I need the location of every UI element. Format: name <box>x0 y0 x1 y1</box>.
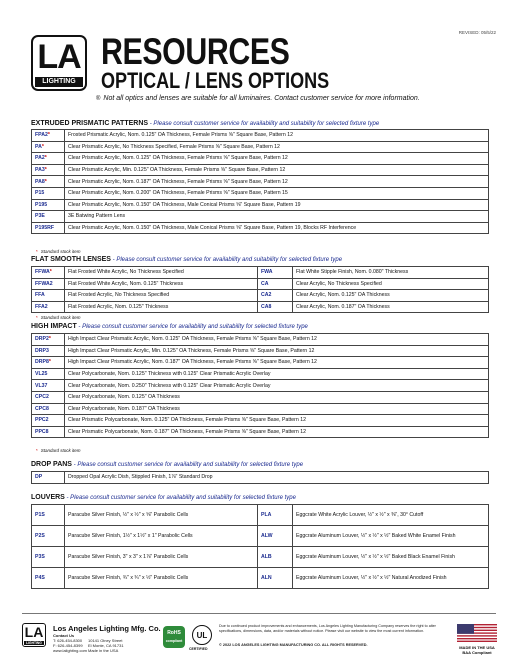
rohs-label: RoHS <box>167 630 181 636</box>
option-code: P195RF <box>32 222 65 234</box>
suitability-note <box>96 95 420 102</box>
option-description: Eggcrate Aluminum Louver, ½" x ½" x ½" Baked White Enamel Finish <box>293 526 489 547</box>
section-louvers-heading <box>31 494 296 501</box>
logo-word: LIGHTING <box>35 77 83 87</box>
ul-certified: CERTIFIED <box>189 647 208 651</box>
logo-letters: LA <box>37 38 81 76</box>
footer-divider <box>22 613 496 614</box>
option-code: P2S <box>32 526 65 547</box>
fax: F: 626-454-8399 <box>53 643 83 648</box>
section-title: FLAT SMOOTH LENSES <box>31 256 111 263</box>
baa-compliant-text: BAA Compliant <box>462 650 492 655</box>
option-code: PA8* <box>32 176 65 188</box>
registered-mark: ® <box>96 96 101 102</box>
option-code: VL25 <box>32 368 65 380</box>
table-row <box>32 505 489 526</box>
section-drop-pans-heading <box>31 461 303 468</box>
table-row <box>32 415 489 427</box>
table-row <box>32 278 489 290</box>
table-row <box>32 267 489 279</box>
option-description: Eggcrate Aluminum Louver, ½" x ½" x ½" Baked Black Enamel Finish <box>293 547 489 568</box>
option-code: FPA2* <box>32 130 65 142</box>
drop-pans-table <box>31 471 489 484</box>
stock-note: * Standard stock item <box>36 249 81 254</box>
section-note: - Please consult customer service for availability and suitability for selected fixture type <box>71 462 304 468</box>
option-description: Clear Prismatic Acrylic, Nom. 0.187" OA Thickness, Female Prisms ⅝" Square Base, Pattern 12 <box>65 176 489 188</box>
option-description: Clear Acrylic, Nom. 0.187" OA Thickness <box>293 301 489 313</box>
option-code: P4S <box>32 568 65 589</box>
option-description: Clear Acrylic, Nom. 0.125" OA Thickness <box>293 290 489 302</box>
option-description: 3E Batwing Pattern Lens <box>65 211 489 223</box>
option-code: FWA <box>258 267 293 279</box>
table-row <box>32 199 489 211</box>
phone: T: 626-454-8300 <box>53 638 83 643</box>
table-row <box>32 547 489 568</box>
option-code: PPC2 <box>32 415 65 427</box>
address-line: El Monte, CA 91731 <box>88 643 124 648</box>
option-code: P15 <box>32 187 65 199</box>
table-row <box>32 368 489 380</box>
option-code: P1S <box>32 505 65 526</box>
section-note: - Please consult customer service for availability and suitability for selected fixture type <box>76 324 308 330</box>
option-code: ALN <box>258 568 293 589</box>
section-title: LOUVERS <box>31 494 65 501</box>
section-note: - Please consult customer service for availability and suitability for selected fixture type <box>110 257 343 263</box>
option-code: ALW <box>258 526 293 547</box>
address-block <box>88 638 124 653</box>
made-in-usa <box>452 645 502 655</box>
table-row <box>32 526 489 547</box>
stock-note-text: Standard stock item <box>40 249 81 254</box>
extruded-table <box>31 129 489 234</box>
option-description: Flat Frosted White Acrylic, Nom. 0.125" Thickness <box>65 278 258 290</box>
flat-table <box>31 266 489 313</box>
option-description: Frosted Prismatic Acrylic, Nom. 0.125" OA Thickness, Female Prisms ⅝" Square Base, Pattern 12 <box>65 130 489 142</box>
option-description: Clear Polycarbonate, Nom. 0.125" OA Thickness <box>65 391 489 403</box>
option-description: Dropped Opal Acrylic Dish, Stippled Finish, 1⅞" Standard Drop <box>65 472 489 484</box>
option-description: Paracube Silver Finish, 1½" x 1½" x 1" Parabolic Cells <box>65 526 258 547</box>
high-impact-table <box>31 333 489 438</box>
table-row <box>32 153 489 165</box>
option-code: CPC2 <box>32 391 65 403</box>
stock-note: * Standard stock item <box>36 448 81 453</box>
note-text: Not all optics and lenses are suitable for all luminaires. Contact customer service for more information. <box>103 95 420 102</box>
page-title: RESOURCES <box>101 31 290 72</box>
table-row <box>32 357 489 369</box>
option-description: Paracube Silver Finish, 3" x 3" x 1⅞" Parabolic Cells <box>65 547 258 568</box>
made-in-usa-text: MADE IN THE USA <box>459 645 495 650</box>
disclaimer: Due to continued product improvements and enhancements, Los Angeles Lighting Manufacturing Company reserves the right to alter specifications, dimensions, data, and/or materials without notice. Please visit our website to view the most current information. <box>219 624 436 633</box>
option-description: Clear Prismatic Acrylic, Nom. 0.125" OA Thickness, Female Prisms ⅝" Square Base, Pattern 12 <box>65 153 489 165</box>
la-lighting-logo <box>31 35 87 91</box>
table-row <box>32 290 489 302</box>
option-description: Clear Prismatic Acrylic, Min. 0.125" OA Thickness, Female Prisms ⅝" Square Base, Pattern 12 <box>65 164 489 176</box>
table-row <box>32 222 489 234</box>
section-flat-heading <box>31 256 342 263</box>
option-description: Clear Acrylic, No Thickness Specified <box>293 278 489 290</box>
section-title: EXTRUDED PRISMATIC PATTERNS <box>31 120 149 127</box>
option-code: CA8 <box>258 301 293 313</box>
table-row <box>32 334 489 346</box>
option-code: VL37 <box>32 380 65 392</box>
table-row <box>32 141 489 153</box>
option-code: CPC8 <box>32 403 65 415</box>
footer-logo-letters: LA <box>24 624 44 640</box>
option-description: High Impact Clear Prismatic Acrylic, Min. 0.125" OA Thickness, Female Prisms ⅝" Square Base, Pattern 12 <box>65 345 489 357</box>
table-row <box>32 345 489 357</box>
stock-note-text: Standard stock item <box>40 448 81 453</box>
option-code: PLA <box>258 505 293 526</box>
table-row <box>32 391 489 403</box>
option-description: Flat Frosted Acrylic, Nom. 0.125" Thickness <box>65 301 258 313</box>
option-description: Flat Frosted White Acrylic, No Thickness Specified <box>65 267 258 279</box>
section-title: DROP PANS <box>31 461 72 468</box>
table-row <box>32 426 489 438</box>
option-description: Paracube Silver Finish, ½" x ½" x ⅝" Parabolic Cells <box>65 505 258 526</box>
louvers-table <box>31 504 489 589</box>
rohs-badge <box>163 626 185 648</box>
page-subtitle: OPTICAL / LENS OPTIONS <box>101 68 330 93</box>
table-row <box>32 164 489 176</box>
option-code: DRP2* <box>32 334 65 346</box>
section-extruded-heading <box>31 120 379 127</box>
footer-logo <box>22 623 46 647</box>
usa-flag-icon <box>457 624 497 642</box>
option-description: Clear Prismatic Acrylic, No Thickness Specified, Female Prisms ⅝" Square Base, Pattern 12 <box>65 141 489 153</box>
company-name: Los Angeles Lighting Mfg. Co. <box>53 624 161 633</box>
address-line: Made in the USA <box>88 648 119 653</box>
option-code: PA* <box>32 141 65 153</box>
table-row <box>32 130 489 142</box>
table-row <box>32 568 489 589</box>
revised-date: REVISED: 05/5/22 <box>458 30 496 35</box>
table-row <box>32 380 489 392</box>
copyright: © 2022 LOS ANGELES LIGHTING MANUFACTURING CO. ALL RIGHTS RESERVED. <box>219 643 368 647</box>
option-code: CA <box>258 278 293 290</box>
contact-block <box>53 633 87 653</box>
ul-label: UL <box>196 631 208 640</box>
option-code: DP <box>32 472 65 484</box>
table-row <box>32 187 489 199</box>
table-row <box>32 403 489 415</box>
option-code: P3E <box>32 211 65 223</box>
contact-label: Contact Us <box>53 633 75 638</box>
option-code: FFA <box>32 290 65 302</box>
option-code: PA3* <box>32 164 65 176</box>
option-code: FFWA* <box>32 267 65 279</box>
option-code: P3S <box>32 547 65 568</box>
option-description: Clear Prismatic Acrylic, Nom. 0.200" OA Thickness, Female Prisms ⅝" Square Base, Pattern 15 <box>65 187 489 199</box>
option-description: Eggcrate Aluminum Louver, ½" x ½" x ½" Natural Anodized Finish <box>293 568 489 589</box>
section-high-impact-heading <box>31 323 308 330</box>
ul-badge <box>192 625 212 645</box>
option-description: High Impact Clear Prismatic Acrylic, Nom. 0.187" OA Thickness, Female Prisms ⅝" Square Base, Pattern 12 <box>65 357 489 369</box>
table-row <box>32 176 489 188</box>
section-note: - Please consult customer service for availability and suitability for selected fixture type <box>148 121 380 127</box>
option-description: Flat Frosted Acrylic, No Thickness Specified <box>65 290 258 302</box>
website-link[interactable]: www.lalighting.com <box>53 648 88 653</box>
option-description: Eggcrate White Acrylic Louver, ½" x ½" x ⅜", 30° Cutoff <box>293 505 489 526</box>
footer-logo-word: LIGHTING <box>24 641 44 646</box>
option-code: P195 <box>32 199 65 211</box>
rohs-sub: compliant <box>165 639 183 643</box>
option-code: PA2* <box>32 153 65 165</box>
option-description: Clear Polycarbonate, Nom. 0.125" Thickness with 0.125" Clear Prismatic Acrylic Overlay <box>65 368 489 380</box>
option-description: Clear Polycarbonate, Nom. 0.187" OA Thickness <box>65 403 489 415</box>
stock-note: * Standard stock item <box>36 315 81 320</box>
option-description: High Impact Clear Prismatic Acrylic, Nom. 0.125" OA Thickness, Female Prisms ⅝" Square Base, Pattern 12 <box>65 334 489 346</box>
option-description: Clear Prismatic Polycarbonate, Nom. 0.187" OA Thickness, Female Prisms ⅝" Square Base, Pattern 12 <box>65 426 489 438</box>
option-description: Flat White Stipple Finish, Nom. 0.080" Thickness <box>293 267 489 279</box>
section-note: - Please consult customer service for availability and suitability for selected fixture type <box>64 495 296 501</box>
table-row <box>32 211 489 223</box>
option-description: Paracube Silver Finish, ¾" x ¾" x ½" Parabolic Cells <box>65 568 258 589</box>
option-code: DRP3 <box>32 345 65 357</box>
section-title: HIGH IMPACT <box>31 323 77 330</box>
address-line: 10141 Olney Street <box>88 638 123 643</box>
option-code: FFA2 <box>32 301 65 313</box>
option-description: Clear Prismatic Acrylic, Nom. 0.150" OA Thickness, Male Conical Prisms ⅝" Square Base, Pattern 19 <box>65 199 489 211</box>
option-code: FFWA2 <box>32 278 65 290</box>
option-description: Clear Polycarbonate, Nom. 0.250" Thickness with 0.125" Clear Prismatic Acrylic Overlay <box>65 380 489 392</box>
table-row <box>32 472 489 484</box>
stock-note-text: Standard stock item <box>40 315 81 320</box>
option-code: DRP8* <box>32 357 65 369</box>
option-code: CA2 <box>258 290 293 302</box>
option-code: ALB <box>258 547 293 568</box>
table-row <box>32 301 489 313</box>
option-code: PPC8 <box>32 426 65 438</box>
option-description: Clear Prismatic Acrylic, Nom. 0.150" OA Thickness, Male Conical Prisms ⅝" Square Base, Pattern 19, Blocks RF Interference <box>65 222 489 234</box>
option-description: Clear Prismatic Polycarbonate, Nom. 0.125" OA Thickness, Female Prisms ⅝" Square Base, Pattern 12 <box>65 415 489 427</box>
